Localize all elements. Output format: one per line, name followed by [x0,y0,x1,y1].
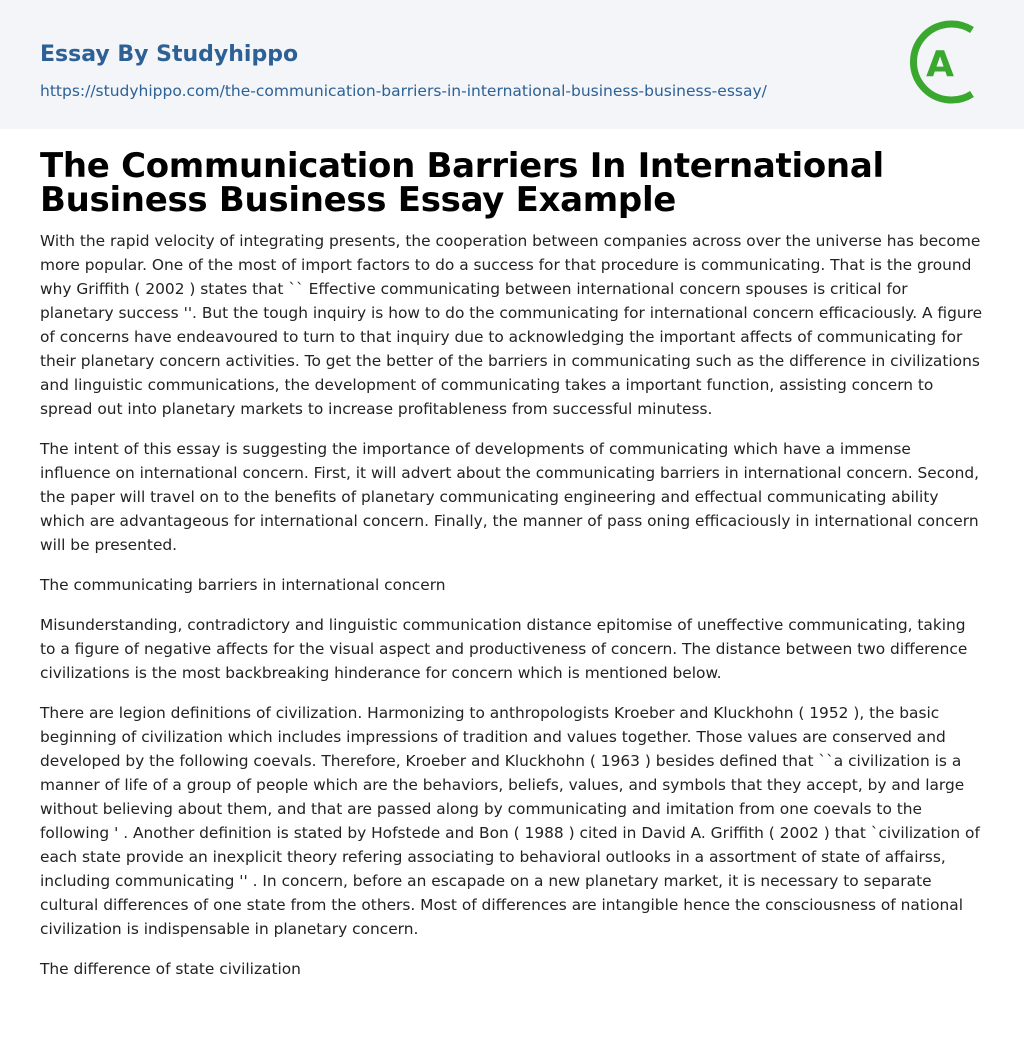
site-header [0,0,1024,129]
article-paragraph-2: The intent of this essay is suggesting the importance of developments of communicating which have a immense influence on international concern. First, it will advert about the communicating barriers in international concern. Second, the paper will travel on to the benefits of planetary communicating engineering and effectual communicating ability which are advantageous for international concern. Finally, the manner of pass oning efficaciously in international concern will be presented. [40,440,980,554]
article-title: The Communication Barriers In International Business Business Essay Example [40,146,884,220]
article [0,146,1024,981]
logo-letter: A [926,44,954,85]
article-paragraph-3: Misunderstanding, contradictory and linguistic communication distance epitomise of uneffective communicating, taking to a figure of negative affects for the visual aspect and productiveness of concern. The distance between two difference civilizations is the most backbreaking hinderance for concern which is mentioned below. [40,616,968,682]
article-paragraph-4: There are legion definitions of civilization. Harmonizing to anthropologists Kroeber and Kluckhohn ( 1952 ), the basic beginning of civilization which includes impressions of tradition and values together. Those values are conserved and developed by the following coevals. Therefore, Kroeber and Kluckhohn ( 1963 ) besides defined that ``a civilization is a manner of life of a group of people which are the behaviors, beliefs, values, and symbols that they accept, by and large without believing about them, and that are passed along by communicating and imitation from one coevals to the following ' . Another definition is stated by Hofstede and Bon ( 1988 ) cited in David A. Griffith ( 2002 ) that `civilization of each state provide an inexplicit theory refering associating to behavioral outlooks in a assortment of state of affairss, including communicating '' . In concern, before an escapade on a new planetary market, it is necessary to separate cultural differences of one state from the others. Most of differences are intangible hence the consciousness of national civilization is indispensable in planetary concern. [40,704,980,938]
section-heading-state-civilization: The difference of state civilization [40,960,301,978]
section-heading-barriers: The communicating barriers in international concern [40,576,446,594]
site-brand[interactable]: Essay By Studyhippo [40,42,299,67]
article-paragraph-1: With the rapid velocity of integrating presents, the cooperation between companies across over the universe has become more popular. One of the most of import factors to do a success for that procedure is communicating. That is the ground why Griffith ( 2002 ) states that `` Effective communicating between international concern spouses is critical for planetary success ''. But the tough inquiry is how to do the communicating for international concern efficaciously. A figure of concerns have endeavoured to turn to that inquiry due to acknowledging the important affects of communicating for their planetary concern activities. To get the better of the barriers in communicating such as the difference in civilizations and linguistic communications, the development of communicating takes a important function, assisting concern to spread out into planetary markets to increase profitableness from successful minutess. [40,232,983,418]
studyhippo-logo-icon[interactable] [906,16,990,108]
source-url-link[interactable]: https://studyhippo.com/the-communication-barriers-in-international-business-business-essay/ [40,82,767,100]
